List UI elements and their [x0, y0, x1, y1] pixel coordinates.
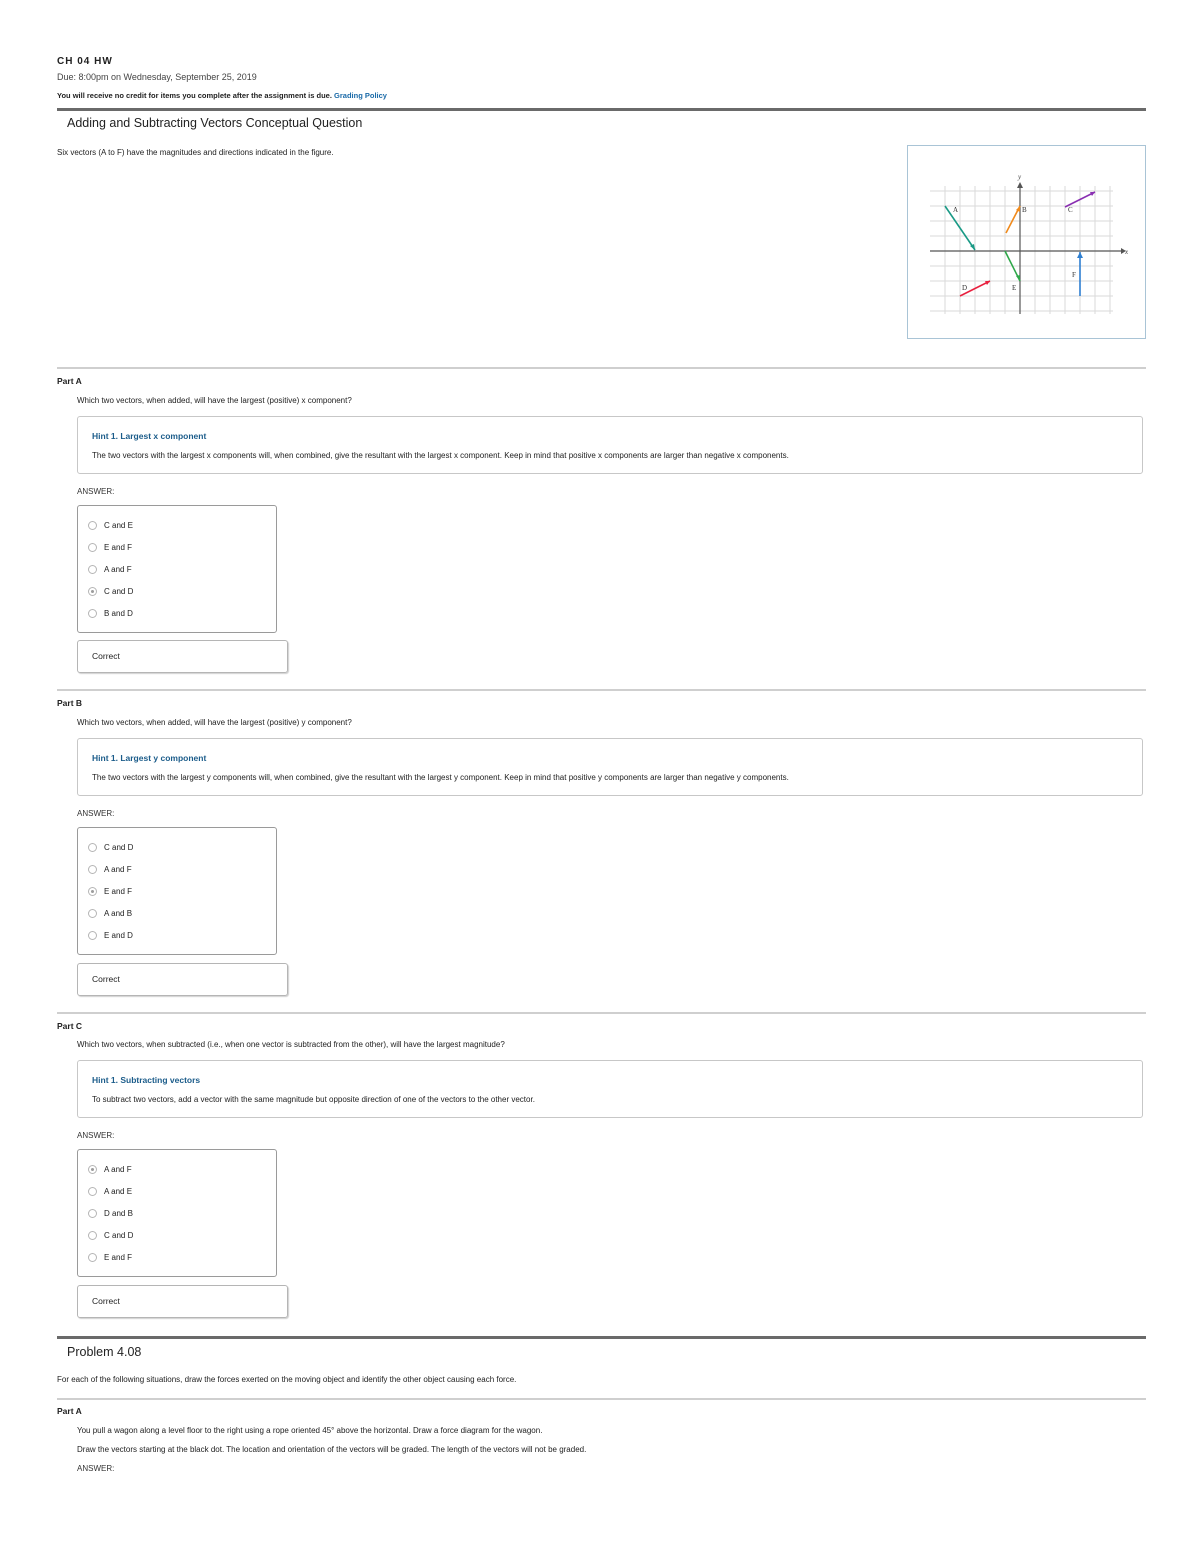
vector-figure — [907, 145, 1146, 339]
section-divider — [57, 108, 1146, 111]
option-label: A and E — [104, 1186, 133, 1196]
vector-b-label: B — [1022, 206, 1027, 214]
radio-button[interactable] — [88, 1253, 97, 1262]
answer-option[interactable] — [88, 906, 132, 920]
radio-button[interactable] — [88, 1187, 97, 1196]
answer-option[interactable] — [88, 1162, 132, 1176]
part-divider — [57, 367, 1146, 369]
due-date: Due: 8:00pm on Wednesday, September 25, 2019 — [57, 72, 257, 82]
part-b-label: Part B — [57, 698, 83, 708]
part-c-question: Which two vectors, when subtracted (i.e., when one vector is subtracted from the other), will have the largest magnitude? — [77, 1040, 505, 1049]
answer-option[interactable] — [88, 884, 132, 898]
radio-button[interactable] — [88, 609, 97, 618]
radio-button[interactable] — [88, 521, 97, 530]
hint-title[interactable]: Hint 1. Largest x component — [92, 431, 207, 441]
part-b-options — [77, 827, 277, 955]
problem-title: Problem 4.08 — [67, 1345, 142, 1359]
vector-labels — [953, 206, 1076, 292]
vector-f-label: F — [1072, 271, 1076, 279]
answer-option[interactable] — [88, 1228, 133, 1242]
radio-button[interactable] — [88, 865, 97, 874]
answer-label: ANSWER: — [77, 487, 115, 496]
grading-policy-link[interactable]: Grading Policy — [334, 91, 387, 100]
part-a-label: Part A — [57, 1406, 82, 1416]
radio-button[interactable] — [88, 543, 97, 552]
part-a-hint — [77, 416, 1143, 474]
answer-option[interactable] — [88, 1250, 132, 1264]
answer-option[interactable] — [88, 562, 132, 576]
vector-f-head — [1077, 252, 1083, 258]
part-c-options — [77, 1149, 277, 1277]
problem-intro: For each of the following situations, draw the forces exerted on the moving object and identify the other object causing each force. — [57, 1375, 517, 1384]
part-a-label: Part A — [57, 376, 82, 386]
answer-option[interactable] — [88, 1184, 132, 1198]
part-a-instruction: Draw the vectors starting at the black dot. The location and orientation of the vectors will be graded. The length of the vectors will not be graded. — [77, 1445, 587, 1454]
vector-diagram — [908, 146, 1145, 338]
part-a-question: You pull a wagon along a level floor to the right using a rope oriented 45° above the horizontal. Draw a force diagram for the wagon. — [77, 1426, 543, 1435]
radio-button[interactable] — [88, 843, 97, 852]
y-axis-label: y — [1018, 173, 1022, 181]
option-label: A and F — [104, 1164, 132, 1174]
credit-note-text: You will receive no credit for items you complete after the assignment is due. — [57, 91, 332, 100]
option-label: E and D — [104, 930, 133, 940]
problem-intro: Six vectors (A to F) have the magnitudes and directions indicated in the figure. — [57, 148, 334, 157]
hint-text: To subtract two vectors, add a vector with the same magnitude but opposite direction of one of the vectors to the other vector. — [92, 1095, 535, 1104]
answer-option[interactable] — [88, 606, 133, 620]
answer-label: ANSWER: — [77, 809, 115, 818]
vector-a-label: A — [953, 206, 959, 214]
answer-label: ANSWER: — [77, 1131, 115, 1140]
answer-option[interactable] — [88, 518, 133, 532]
answer-option[interactable] — [88, 1206, 133, 1220]
part-a-result — [77, 640, 288, 673]
option-label: B and D — [104, 608, 133, 618]
part-b-question: Which two vectors, when added, will have the largest (positive) y component? — [77, 718, 352, 727]
radio-button-selected[interactable] — [88, 1165, 97, 1174]
part-divider — [57, 1012, 1146, 1014]
radio-button-selected[interactable] — [88, 587, 97, 596]
option-label: C and D — [104, 586, 134, 596]
problem-title: Adding and Subtracting Vectors Conceptual Question — [67, 116, 363, 130]
radio-button[interactable] — [88, 909, 97, 918]
result-text: Correct — [92, 651, 120, 661]
answer-label: ANSWER: — [77, 1464, 115, 1473]
part-a-question: Which two vectors, when added, will have the largest (positive) x component? — [77, 396, 352, 405]
hint-text: The two vectors with the largest x components will, when combined, give the resultant with the largest x component. Keep in mind that positive x components are larger than negative x components. — [92, 451, 789, 460]
vector-e-head — [1016, 275, 1020, 281]
radio-button-selected[interactable] — [88, 887, 97, 896]
hint-text: The two vectors with the largest y components will, when combined, give the resultant with the largest y component. Keep in mind that positive y components are larger than negative y components. — [92, 773, 789, 782]
option-label: A and F — [104, 564, 132, 574]
answer-option[interactable] — [88, 840, 133, 854]
part-c-label: Part C — [57, 1021, 83, 1031]
part-b-hint — [77, 738, 1143, 796]
hint-title[interactable]: Hint 1. Subtracting vectors — [92, 1075, 201, 1085]
answer-option[interactable] — [88, 584, 133, 598]
option-label: C and E — [104, 520, 133, 530]
part-divider — [57, 1398, 1146, 1400]
credit-note — [57, 91, 387, 100]
vector-c-label: C — [1068, 206, 1073, 214]
result-text: Correct — [92, 974, 120, 984]
vector-e-label: E — [1012, 284, 1017, 292]
radio-button[interactable] — [88, 931, 97, 940]
option-label: C and D — [104, 1230, 134, 1240]
figure-axes — [930, 182, 1126, 314]
hint-title[interactable]: Hint 1. Largest y component — [92, 753, 207, 763]
answer-option[interactable] — [88, 862, 132, 876]
part-divider — [57, 689, 1146, 691]
part-b-result — [77, 963, 288, 996]
option-label: D and B — [104, 1208, 133, 1218]
part-a-options — [77, 505, 277, 633]
option-label: A and F — [104, 864, 132, 874]
option-label: E and F — [104, 886, 133, 896]
x-axis-label: x — [1125, 248, 1129, 256]
option-label: C and D — [104, 842, 134, 852]
option-label: E and F — [104, 1252, 133, 1262]
answer-option[interactable] — [88, 928, 133, 942]
part-c-result — [77, 1285, 288, 1318]
option-label: A and B — [104, 908, 133, 918]
radio-button[interactable] — [88, 565, 97, 574]
answer-option[interactable] — [88, 540, 132, 554]
option-label: E and F — [104, 542, 133, 552]
section-divider — [57, 1336, 1146, 1339]
radio-button[interactable] — [88, 1231, 97, 1240]
assignment-title: CH 04 HW — [57, 56, 113, 67]
result-text: Correct — [92, 1296, 120, 1306]
vector-d-label: D — [962, 284, 968, 292]
part-c-hint — [77, 1060, 1143, 1118]
radio-button[interactable] — [88, 1209, 97, 1218]
